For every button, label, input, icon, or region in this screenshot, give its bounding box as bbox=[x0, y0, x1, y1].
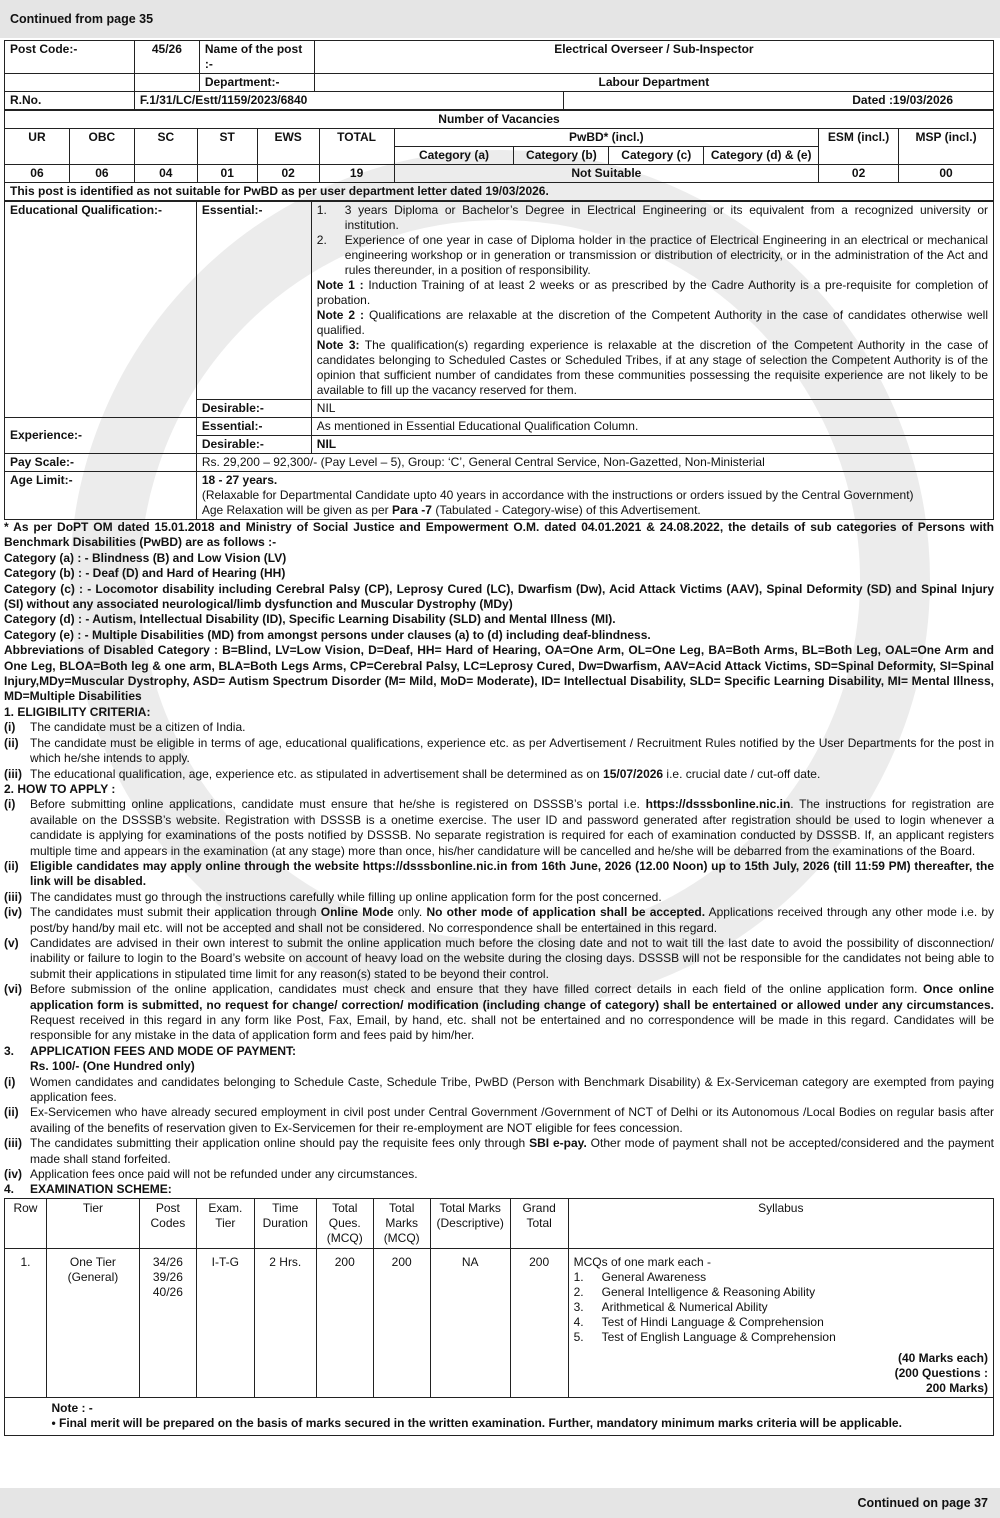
department-label: Department:- bbox=[199, 74, 314, 92]
vac-value-sc: 04 bbox=[134, 165, 197, 183]
scheme-header-exam-tier: Exam. Tier bbox=[196, 1198, 254, 1248]
continued-on: Continued on page 37 bbox=[0, 1488, 1000, 1518]
how-to-apply-title: 2. HOW TO APPLY : bbox=[4, 781, 116, 796]
vac-value-msp: 00 bbox=[899, 165, 994, 183]
qualification-essential bbox=[311, 202, 993, 400]
vac-header-sc: SC bbox=[134, 129, 197, 165]
apply-item-i: (i) Before submitting online applications, candidate must ensure that he/she is registered on DSSSB’s portal i.e. https://dsssbonline.nic.in. The instructions for registration are available on the DSSSB’s website. Registration with DSSSB is a onetime exercise. The user ID and password generated after registration should be used to login whenever a candidate is applying for examinations of the posts notified by DSSSB. No separate registration is required for each of examination conducted by DSSSB. If, an applicant registers multiple time and appears in the examination (at any stage) more than once, his/her candidature will be cancelled and he/she will be debarred from the examinations of the Board. bbox=[4, 797, 994, 858]
scheme-exam-tier: I-T-G bbox=[196, 1248, 254, 1397]
qualification-essential-label: Essential:- bbox=[196, 202, 311, 400]
pwbd-category-e: Category (e) : - Multiple Disabilities (MD) from amongst persons under clauses (a) to (d) including deaf-blindness. bbox=[4, 627, 651, 642]
fees-item-iv: (iv) Application fees once paid will not be refunded under any circumstances. bbox=[4, 1167, 418, 1182]
apply-item-iii: (iii) The candidates must go through the instructions carefully while filling up online application form for the post concerned. bbox=[4, 889, 662, 904]
vac-pwbd-cat-de: Category (d) & (e) bbox=[704, 147, 819, 165]
vac-value-esm: 02 bbox=[819, 165, 899, 183]
apply-item-ii: (ii) Eligible candidates may apply online through the website https://dsssbonline.nic.in from 16th June, 2026 (12.00 Noon) up to 15th July, 2026 (till 11:59 PM) thereafter, the link will be disabled. bbox=[4, 858, 994, 889]
vacancies-table bbox=[4, 110, 994, 201]
scheme-header-descriptive: Total Marks (Descriptive) bbox=[430, 1198, 510, 1248]
scheme-duration: 2 Hrs. bbox=[254, 1248, 316, 1397]
vac-value-st: 01 bbox=[197, 165, 257, 183]
experience-desirable: NIL bbox=[311, 436, 993, 454]
post-code-label: Post Code:- bbox=[5, 41, 135, 74]
vac-value-pwbd: Not Suitable bbox=[394, 165, 819, 183]
post-name: Electrical Overseer / Sub-Inspector bbox=[314, 41, 993, 74]
age-limit-label: Age Limit:- bbox=[5, 472, 197, 520]
scheme-header-total-marks: Total Marks (MCQ) bbox=[373, 1198, 430, 1248]
eligibility-item: (iii) The educational qualification, age, experience etc. as stipulated in advertisement shall be determined as on 15/07/2026 i.e. crucial date / cut-off date. bbox=[4, 766, 821, 781]
pwbd-abbreviations: Abbreviations of Disabled Category : B=Blind, LV=Low Vision, D=Deaf, HH= Hard of Hearing, OA=One Arm, OL=One Leg, BA=Both Arms, BL=Both Leg, OAL=One Arm and One Leg, BLOA=Both leg & one arm, BLA=Both Legs Arms, CP=Cerebral Palsy, LC=Leprosy Cured, Dw=Dwarfism, AAV=Acid Attack Victims, SD=Spinal Deformity, SI=Spinal Injury,MDy=Muscular Dystrophy, ASD= Autism Spectrum Disorder (M= Mild, MoD= Moderate), ID= Intellectual Disability, SLD= Specific Learning Disability, MI= Mental Illness, MD=Multiple Disabilities bbox=[4, 643, 994, 704]
scheme-post-codes: 34/26 39/26 40/26 bbox=[139, 1248, 196, 1397]
post-details-table bbox=[4, 40, 994, 110]
age-value: 18 - 27 years. bbox=[201, 473, 278, 487]
dsssb-portal-link[interactable]: https://dsssbonline.nic.in bbox=[645, 797, 791, 812]
scheme-note-label: Note : - bbox=[51, 1400, 93, 1415]
vac-header-msp: MSP (incl.) bbox=[899, 129, 994, 165]
syllabus-marks-total: 200 Marks) bbox=[925, 1380, 988, 1395]
continued-from: Continued from page 35 bbox=[0, 0, 1000, 38]
scheme-header-total-ques: Total Ques. (MCQ) bbox=[316, 1198, 373, 1248]
pwbd-category-c: Category (c) : - Locomotor disability including Cerebral Palsy (CP), Leprosy Cured (LC), Dwarfism (Dw), Acid Attack Victims (AAV), Spinal Deformity (SD) and Spinal Injury (SI) without any associated neurological/limb dysfunction and Muscular Dystrophy (MDy) bbox=[4, 581, 994, 612]
note-3: Note 3: The qualification(s) regarding experience is relaxable at the discretion of the Competent Authority in the case of candidates belonging to Scheduled Castes or Scheduled Tribes, if at any stage of selection the Competent Authority is of the opinion that sufficient number of candidates from these communities possessing the requisite experience are not likely to be available to fill up the vacancy reserved for them. bbox=[316, 338, 989, 397]
experience-essential-label: Essential:- bbox=[196, 418, 311, 436]
scheme-title: 4. EXAMINATION SCHEME: bbox=[4, 1182, 172, 1197]
scheme-syllabus bbox=[568, 1248, 993, 1397]
vac-header-ews: EWS bbox=[257, 129, 319, 165]
vacancies-title: Number of Vacancies bbox=[5, 111, 994, 129]
pwbd-category-a: Category (a) : - Blindness (B) and Low Vision (LV) bbox=[4, 550, 287, 565]
pwbd-category-b: Category (b) : - Deaf (D) and Hard of Hearing (HH) bbox=[4, 566, 286, 581]
fees-item-i: (i) Women candidates and candidates belonging to Schedule Caste, Schedule Tribe, PwBD (Person with Benchmark Disability) & Ex-Serviceman category are exempted from paying application fees. bbox=[4, 1074, 994, 1105]
rno-label: R.No. bbox=[5, 92, 135, 110]
scheme-header-syllabus: Syllabus bbox=[568, 1198, 993, 1248]
vac-header-pwbd: PwBD* (incl.) bbox=[394, 129, 819, 147]
rno: F.1/31/LC/Estt/1159/2023/6840 bbox=[134, 92, 564, 110]
scheme-tier: One Tier (General) bbox=[46, 1248, 139, 1397]
vac-header-ur: UR bbox=[5, 129, 70, 165]
note-1: Note 1 : Induction Training of at least 2 weeks or as prescribed by the Cadre Authority is a pre-requisite for completion of probation. bbox=[316, 278, 988, 307]
scheme-total-ques: 200 bbox=[316, 1248, 373, 1397]
fees-item-ii: (ii) Ex-Servicemen who have already secured employment in civil post under Central Government /Government of NCT of Delhi or its Autonomous /Local Bodies on regular basis after availing of the benefits of reservation given to Ex-Servicemen for their re-employment are NOT eligible for fees concession. bbox=[4, 1105, 994, 1135]
experience-label: Experience:- bbox=[5, 418, 197, 454]
note-2: Note 2 : Qualifications are relaxable at the discretion of the Competent Authority in the case of candidates otherwise well qualified. bbox=[316, 308, 988, 337]
syllabus-questions: (200 Questions : bbox=[894, 1365, 988, 1380]
vac-header-esm: ESM (incl.) bbox=[819, 129, 899, 165]
scheme-note bbox=[46, 1397, 993, 1435]
post-code: 45/26 bbox=[134, 41, 199, 74]
dated: Dated :19/03/2026 bbox=[564, 92, 994, 110]
qualification-table bbox=[4, 201, 994, 520]
list-item: 2. General Intelligence & Reasoning Ability bbox=[573, 1284, 816, 1299]
qualification-item: 1. 3 years Diploma or Bachelor’s Degree in Electrical Engineering or its equivalent from a recognized university or institution. bbox=[316, 203, 988, 232]
vac-header-st: ST bbox=[197, 129, 257, 165]
experience-essential: As mentioned in Essential Educational Qualification Column. bbox=[311, 418, 993, 436]
syllabus-intro: MCQs of one mark each - bbox=[573, 1254, 711, 1269]
syllabus-marks-each: (40 Marks each) bbox=[897, 1350, 988, 1365]
scheme-header-row: Row bbox=[5, 1198, 47, 1248]
apply-item-iv: (iv) The candidates must submit their application through Online Mode only. No other mode of application shall be accepted. Applications received through any other mode i.e. by post/by hand/by mail etc. will not be accepted and shall not be considered. No correspondence shall be entertained in this regard. bbox=[4, 905, 995, 935]
fees-title: 3. APPLICATION FEES AND MODE OF PAYMENT: bbox=[4, 1043, 297, 1058]
vac-pwbd-cat-b: Category (b) bbox=[514, 147, 609, 165]
pwbd-category-d: Category (d) : - Autism, Intellectual Disability (ID), Specific Learning Disability (SLD) and Mental Illness (MI). bbox=[4, 612, 616, 627]
scheme-row-number: 1. bbox=[5, 1248, 47, 1397]
apply-item-vi: (vi) Before submission of the online application, candidates must check and ensure that they have filled correct details in each field of the online application form. Once online application form is submitted, no request for change/ correction/ modification (including change of category) shall be entertained or allowed under any circumstances. Request received in this regard in any form like Post, Fax, Email, by hand, etc. shall not be entertained and no correspondence will be made in this regard. Candidates will be responsible for any mistake in the data of application form and fees paid by him/her. bbox=[4, 982, 994, 1043]
fees-item-iii: (iii) The candidates submitting their application online should pay the requisite fees only through SBI e-pay. Other mode of payment shall not be accepted/considered and the payment made shall stand forfeited. bbox=[4, 1136, 994, 1166]
experience-desirable-label: Desirable:- bbox=[196, 436, 311, 454]
vac-header-obc: OBC bbox=[69, 129, 134, 165]
qualification-desirable-label: Desirable:- bbox=[196, 400, 311, 418]
age-relaxation-1: (Relaxable for Departmental Candidate upto 40 years in accordance with the instructions or orders issued by the Central Government) bbox=[201, 488, 914, 502]
department: Labour Department bbox=[314, 74, 993, 92]
syllabus-list bbox=[574, 1270, 988, 1345]
pay-scale-label: Pay Scale:- bbox=[5, 454, 197, 472]
pay-scale: Rs. 29,200 – 92,300/- (Pay Level – 5), Group: ‘C’, General Central Service, Non-Gazetted, Non-Ministerial bbox=[196, 454, 993, 472]
qualification-list bbox=[317, 203, 988, 278]
scheme-header-grand-total: Grand Total bbox=[510, 1198, 568, 1248]
qualification-item: 2. Experience of one year in case of Diploma holder in the practice of Electrical Engineering in an electrical or mechanical engineering workshop or in generation or transmission or distribution of electricity, or in the administration of the Act and rules thereunder, in a position of responsibility. bbox=[316, 233, 988, 277]
vac-value-total: 19 bbox=[319, 165, 394, 183]
exam-scheme-table bbox=[4, 1198, 994, 1436]
pwbd-suitability-note: This post is identified as not suitable for PwBD as per user department letter dated 19/03/2026. bbox=[5, 183, 994, 201]
eligibility-title: 1. ELIGIBILITY CRITERIA: bbox=[4, 704, 151, 719]
scheme-grand-total: 200 bbox=[510, 1248, 568, 1397]
scheme-total-marks: 200 bbox=[373, 1248, 430, 1397]
scheme-header-tier: Tier bbox=[46, 1198, 139, 1248]
age-relaxation-2: Age Relaxation will be given as per Para -7 (Tabulated - Category-wise) of this Advertisement. bbox=[201, 503, 701, 517]
apply-item-v: (v) Candidates are advised in their own interest to submit the online application much before the closing date and not to wait till the last date to avoid the possibility of disconnection/ inability or failure to login to the Board’s website on account of heavy load on the website during the closing days. DSSSB will not be responsible for the candidates not being able to submit their applications in stipulated time limit for any reason(s) stated to be beyond their control. bbox=[4, 935, 994, 981]
list-item: 4. Test of Hindi Language & Comprehension bbox=[573, 1314, 824, 1329]
vac-header-total: TOTAL bbox=[319, 129, 394, 165]
fees-amount: Rs. 100/- (One Hundred only) bbox=[30, 1059, 195, 1074]
scheme-header-post-codes: Post Codes bbox=[139, 1198, 196, 1248]
scheme-note-text: • Final merit will be prepared on the basis of marks secured in the written examination. Further, mandatory minimum marks criteria will be applicable. bbox=[51, 1415, 902, 1430]
eligibility-item: (ii) The candidate must be eligible in terms of age, educational qualifications, experience etc. as per Advertisement / Recruitment Rules notified by the User Departments for the post in which he/she intends to apply. bbox=[4, 735, 994, 766]
scheme-descriptive: NA bbox=[430, 1248, 510, 1397]
vac-pwbd-cat-c: Category (c) bbox=[609, 147, 704, 165]
scheme-header-duration: Time Duration bbox=[254, 1198, 316, 1248]
post-name-label: Name of the post :- bbox=[199, 41, 314, 74]
vac-value-ews: 02 bbox=[257, 165, 319, 183]
vac-value-obc: 06 bbox=[69, 165, 134, 183]
list-item: 5. Test of English Language & Comprehension bbox=[573, 1329, 836, 1344]
age-limit bbox=[196, 472, 993, 520]
vac-pwbd-cat-a: Category (a) bbox=[394, 147, 514, 165]
pwbd-info bbox=[4, 520, 994, 705]
pwbd-intro: * As per DoPT OM dated 15.01.2018 and Ministry of Social Justice and Empowerment O.M. dated 04.01.2021 & 24.08.2022, the details of sub categories of Persons with Benchmark Disabilities (PwBD) are as follows :- bbox=[4, 520, 994, 550]
qualification-label: Educational Qualification:- bbox=[5, 202, 197, 418]
list-item: 1. General Awareness bbox=[573, 1269, 707, 1284]
eligibility-section bbox=[4, 705, 994, 782]
vac-value-ur: 06 bbox=[5, 165, 70, 183]
eligibility-item: (i) The candidate must be a citizen of India. bbox=[4, 720, 246, 735]
qualification-desirable: NIL bbox=[311, 400, 993, 418]
fees-section bbox=[4, 1044, 994, 1198]
how-to-apply-section bbox=[4, 782, 994, 1044]
table-row bbox=[5, 1248, 994, 1397]
list-item: 3. Arithmetical & Numerical Ability bbox=[573, 1299, 768, 1314]
